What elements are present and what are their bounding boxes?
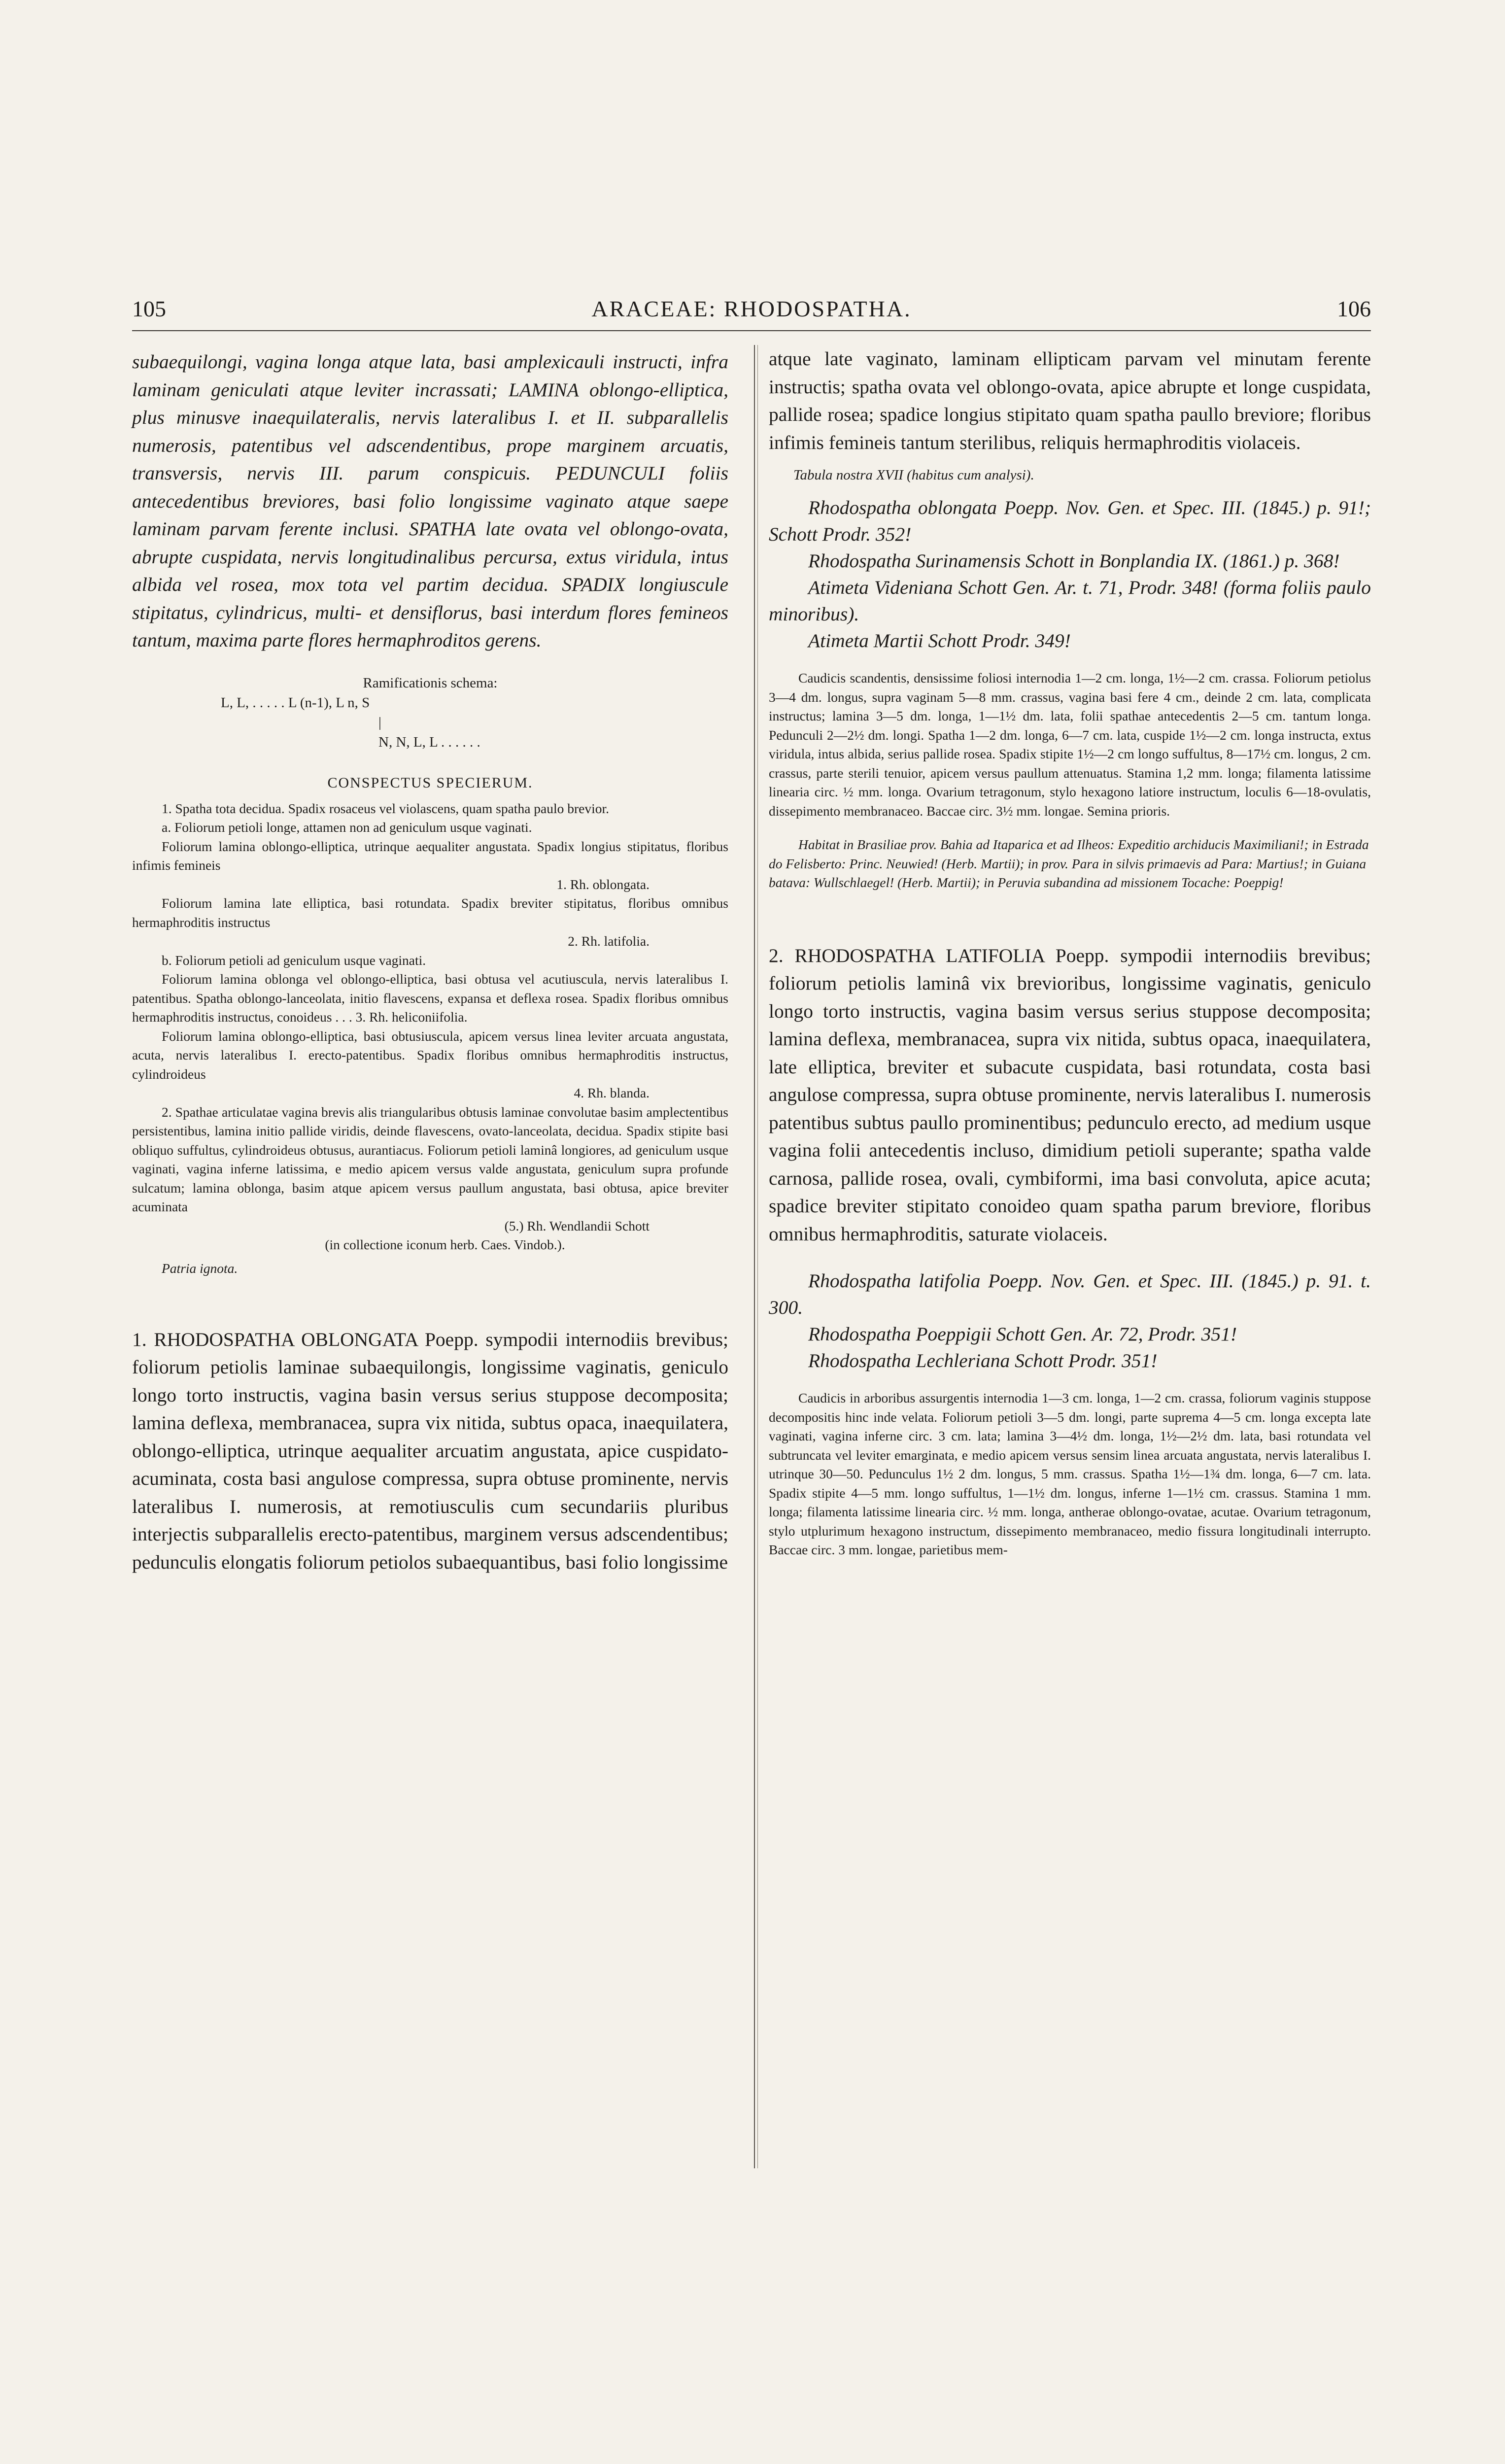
synonym: Rhodospatha oblongata Poepp. Nov. Gen. et Spec. III. (1845.) p. 91!; Schott Prodr. 352! (769, 497, 1371, 545)
key-species-ref: 2. Rh. latifolia. (568, 933, 650, 949)
page-header (132, 296, 1371, 331)
species-2-heading: 2. RHODOSPATHA LATIFOLIA Poepp. (769, 944, 1109, 966)
key-entry: Foliorum lamina oblongo-elliptica, basi obtusiuscula, apicem versus linea leviter arcuata angustata, acuta, nervis lateralibus I. erecto-patentibus. Spadix floribus omnibus hermaphroditis instructus, cylindroideus (132, 1028, 728, 1082)
key-entry: b. Foliorum petioli ad geniculum usque vaginati. (162, 952, 426, 968)
conspectus-title: CONSPECTUS SPECIERUM. (327, 774, 533, 791)
synonym: Rhodospatha latifolia Poepp. Nov. Gen. et Spec. III. (1845.) p. 91. t. 300. (769, 1270, 1371, 1318)
genus-description: subaequilongi, vagina longa atque lata, basi amplexicauli instructi, infra laminam geniculati atque leviter incrassati; LAMINA oblongo-elliptica, plus minusve inaequilateralis, nervis lateralibus I. et II. subparallelis numerosis, patentibus vel adscendentibus, prope marginem arcuatis, transversis, nervis III. parum conspicuis. PEDUNCULI foliis antecedentibus breviores, basi folio longissime vaginato atque saepe laminam parvam ferente inclusi. SPATHA late ovata vel oblongo-ovata, abrupte cuspidata, nervis longitudinalibus percursa, extus viridula, intus albida vel rosea, mox tota vel partim decidua. SPADIX longiuscule stipitatus, cylindricus, multi- et densiflorus, basi interdum flores femineos tantum, maxima parte flores hermaphroditos gerens. (132, 351, 728, 651)
patria-note: Patria ignota. (162, 1260, 238, 1276)
species-1-measurements (769, 669, 1371, 821)
ramification-schema (132, 673, 728, 752)
running-title: ARACEAE: RHODOSPATHA. (591, 296, 912, 321)
species-2-measurements (769, 1389, 1371, 1560)
species-2-text: sympodii internodiis brevibus; foliorum petiolis laminâ vix brevioribus, longissime vaginatis, geniculo longo torto instructis, vagina basim versus serius stuppose decomposita; lamina deflexa, membranacea, supra vix nitida, subtus opaca, inaequilatera, late elliptica, breviter et subacute cuspidata, basi rotundata, costa basi angulose compressa, supra obtuse prominente, nervis lateralibus I. numerosis patentibus subtus paullo prominentibus; pedunculo erecto, ad medium usque vagina folii antecedentis incluso, dimidium petioli superante; spatha valde carnosa, pallide rosea, ovali, cymbiformi, ima basi convoluta, apice acuta; spadice breviter stipitato conoideo quam spatha parum breviore, floribus omnibus hermaphroditis, saturate violaceis. (769, 944, 1371, 1245)
key-entry: Foliorum lamina oblonga vel oblongo-elliptica, basi obtusa vel acutiuscula, nervis lateralibus I. patentibus. Spatha oblongo-lanceolata, initio flavescens, expansa et deflexa rosea. Spadix floribus omnibus hermaphroditis instructus, conoideus . . . 3. Rh. heliconiifolia. (132, 971, 728, 1025)
page-number-right: 106 (1337, 296, 1371, 321)
species-2-synonyms (769, 1267, 1371, 1374)
key-entry: 1. Spatha tota decidua. Spadix rosaceus vel violascens, quam spatha paulo brevior. (162, 800, 610, 816)
species-1-habitat: Habitat in Brasiliae prov. Bahia ad Itaparica et ad Ilheos: Expeditio archiducis Maximiliani!; in Estrada do Felisberto: Princ. Neuwied! (Herb. Martii); in prov. Para in silvis primaevis ad Para: Martius!; in Guiana batava: Wullschlaegel! (Herb. Martii); in Peruvia subandina ad missionem Tocache: Poeppig! (769, 837, 1369, 890)
species-1-heading: 1. RHODOSPATHA OBLONGATA Poepp. (132, 1328, 479, 1350)
column-divider-inner (757, 345, 758, 2168)
synonym: Atimeta Martii Schott Prodr. 349! (808, 630, 1071, 651)
species-1-continued: atque late vaginato, laminam ellipticam parvam vel minutam ferente instructis; spatha ovata vel oblongo-ovata, apice abrupte et longe cuspidata, pallide rosea; spadice longius stipitato quam spatha paullo breviore; floribus infimis femineis tantum sterilibus, reliquis hermaphroditis violaceis. (769, 348, 1371, 453)
species-1-synonyms (769, 494, 1371, 654)
species-1-description (132, 1326, 728, 1576)
key-note: (in collectione iconum herb. Caes. Vindob.). (325, 1237, 565, 1252)
page-number-left: 105 (132, 296, 166, 321)
synonym: Rhodospatha Surinamensis Schott in Bonplandia IX. (1861.) p. 368! (808, 550, 1340, 572)
measurements-text: Caudicis scandentis, densissime foliosi internodia 1—2 cm. longa, 1½—2 cm. crassa. Foliorum petiolus 3—4 dm. longus, supra vaginam 5—8 mm. crassus, vagina basi fere 4 cm., deinde 2 cm. lata, complicata instructus; lamina 3—5 dm. longa, 1—1½ dm. lata, folii spathae antecedentis 2—5 cm. tantum longa. Pedunculi 2—2½ dm. longi. Spatha 1—2 dm. longa, 6—7 cm. lata, cuspide 1½—2 cm. longa instructa, extus viridula, intus albida, serius pallide rosea. Spadix stipite 1½—2 cm longo suffultus, 8—17½ cm. longus, 2 cm. crassus, parte sterili tenuior, apicem versus paullum attenuatus. Stamina 1,2 mm. longa; filamenta latissime linearia circ. ½ mm. longa. Ovarium tetragonum, stylo hexagono latiore instructum, loculis 6—18-ovulatis, dissepimento membranaceo. Baccae circ. 3½ mm. longae. Semina prioris. (769, 670, 1371, 819)
column-divider (754, 345, 755, 2168)
key-species-ref: 4. Rh. blanda. (574, 1085, 650, 1100)
species-2-description (769, 942, 1371, 1248)
measurements-text: Caudicis in arboribus assurgentis internodia 1—3 cm. longa, 1—2 cm. crassa, foliorum vaginis stuppose decompositis hinc inde velata. Foliorum petioli 3—5 dm. longi, parte suprema 4—5 cm. longa excepta late vaginati, vagina inferne circ. 3 cm. lata; lamina 3—4½ dm. longa, 1½—2½ dm. lata, basi rotundata vel subtruncata vel leviter emarginata, e medio apicem versus sensim linea arcuata angustata, nervis lateralibus I. utrinque 30—50. Pedunculus 1½ 2 dm. longus, 5 mm. crassus. Spatha 1½—1¾ dm. longa, 6—7 cm. lata. Spadix stipite 4—5 mm. longo suffultus, 1—1½ dm. longus, inferne 1—1½ cm. crassus. Stamina 1 mm. longa; filamenta latissime linearia circ. ½ mm. longa, antherae oblongo-ovatae, acutae. Ovarium tetragonum, stylo utplurimum hexagono instructum, dissepimento membranaceo, medio fissura longitudinali interrupto. Baccae circ. 3 mm. longae, parietibus mem- (769, 1390, 1371, 1557)
plate-reference: Tabula nostra XVII (habitus cum analysi). (793, 467, 1034, 483)
key-entry: Foliorum lamina late elliptica, basi rotundata. Spadix breviter stipitatus, floribus omnibus hermaphroditis instructus (132, 895, 728, 930)
synonym: Rhodospatha Lechleriana Schott Prodr. 351! (808, 1350, 1158, 1371)
left-column (132, 345, 728, 1576)
schema-line-3: N, N, L, L . . . . . . (378, 734, 480, 750)
key-species-ref: 1. Rh. oblongata. (556, 876, 650, 892)
synonym: Atimeta Videniana Schott Gen. Ar. t. 71, Prodr. 348! (forma foliis paulo minoribus). (769, 577, 1371, 625)
species-1-text: sympodii internodiis brevibus; foliorum petiolis laminae subaequilongis, longissime vaginatis, geniculo longo torto instructis, vagina basin versus serius stuppose decomposita; lamina deflexa, membranacea, supra vix nitida, subtus opaca, inaequilatera, oblongo-elliptica, utrinque aequaliter arcuatim angustata, apice cuspidato-acuminata, costa basi angulose compressa, supra obtuse prominente, nervis lateralibus I. numerosis, at remotiusculis cum secundariis pluribus interjectis subparallelis erecto-patentibus, marginem versus adscendentibus; pedunculis elongatis foliorum petiolos subaequantibus, basi folio longissime (132, 1328, 728, 1573)
key-species-ref: (5.) Rh. Wendlandii Schott (504, 1218, 650, 1233)
schema-line-1: L, L, . . . . . L (n-1), L n, S (221, 694, 370, 711)
key-entry: 2. Spathae articulatae vagina brevis alis triangularibus obtusis laminae convolutae basim amplectentibus persistentibus, lamina initio pallide viridis, deinde flavescens, ovato-lanceolata, decidua. Spadix stipite basi obliquo suffultus, cylindroideus obtusus, aurantiacus. Foliorum petioli laminâ longiores, ad geniculum usque vaginati, vagina inferne latissima, e medio apicem versus valde angustata, geniculum supra profunde sulcatum; lamina oblonga, basim atque apicem versus paullum angustata, basi obtusa, apice breviter acuminata (132, 1104, 728, 1214)
conspectus-key (132, 799, 728, 1255)
schema-title: Ramificationis schema: (363, 675, 498, 691)
key-entry: a. Foliorum petioli longe, attamen non ad geniculum usque vaginati. (162, 820, 532, 835)
synonym: Rhodospatha Poeppigii Schott Gen. Ar. 72, Prodr. 351! (808, 1323, 1237, 1345)
schema-line-2: | (378, 714, 381, 730)
key-entry: Foliorum lamina oblongo-elliptica, utrinque aequaliter angustata. Spadix longius stipitatus, floribus infimis femineis (132, 838, 728, 873)
right-column (769, 345, 1371, 1560)
